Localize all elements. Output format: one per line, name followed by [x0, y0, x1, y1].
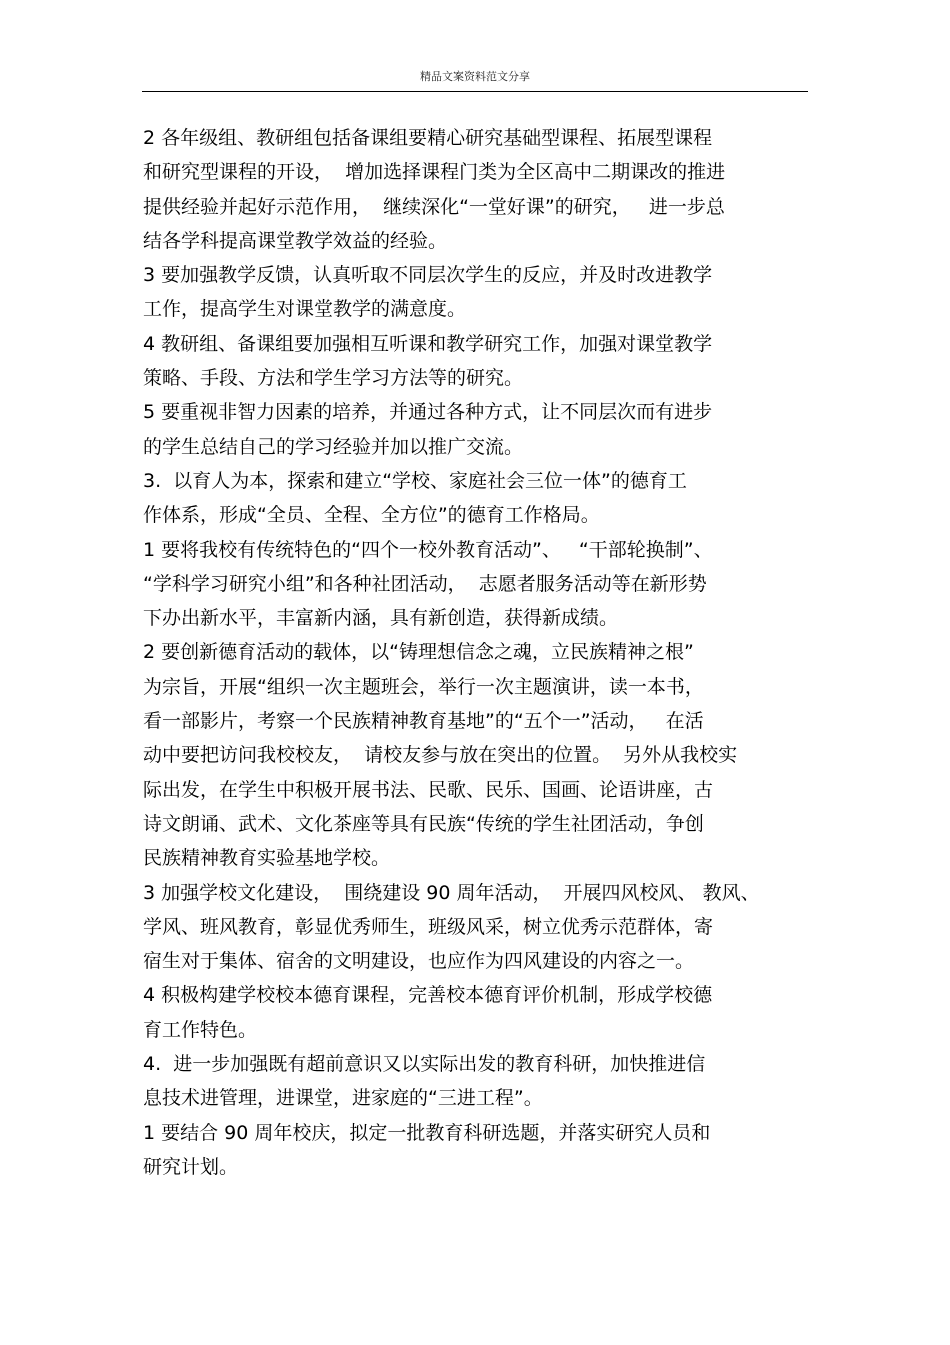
text-line: 1 要结合 90 周年校庆，拟定一批教育科研选题，并落实研究人员和	[143, 1121, 711, 1144]
text-line: 提供经验并起好示范作用， 继续深化“一堂好课”的研究， 进一步总	[143, 195, 725, 218]
text-line: “学科学习研究小组”和各种社团活动， 志愿者服务活动等在新形势	[143, 572, 707, 595]
text-line: 3 要加强教学反馈，认真听取不同层次学生的反应，并及时改进教学	[143, 264, 713, 287]
text-line: 民族精神教育实验基地学校。	[143, 847, 391, 870]
text-line: 学风、班风教育，彰显优秀师生，班级风采，树立优秀示范群体，寄	[143, 915, 714, 938]
text-line: 动中要把访问我校校友， 请校友参与放在突出的位置。 另外从我校实	[143, 744, 738, 767]
text-line: 结各学科提高课堂教学效益的经验。	[143, 229, 448, 252]
text-line: 诗文朗诵、武术、文化茶座等具有民族“传统的学生社团活动，争创	[143, 812, 704, 835]
page-header-title: 精品文案资料范文分享	[420, 70, 530, 83]
text-line: 和研究型课程的开设， 增加选择课程门类为全区高中二期课改的推进	[143, 161, 726, 184]
text-line: 为宗旨，开展“组织一次主题班会，举行一次主题演讲，读一本书，	[143, 675, 704, 698]
text-line: 研究计划。	[143, 1155, 239, 1178]
text-line: 4. 进一步加强既有超前意识又以实际出发的教育科研，加快推进信	[143, 1053, 706, 1076]
text-line: 4 教研组、备课组要加强相互听课和教学研究工作，加强对课堂教学	[143, 332, 713, 355]
text-line: 际出发，在学生中积极开展书法、民歌、民乐、国画、论语讲座，古	[143, 778, 714, 801]
text-line: 看一部影片，考察一个民族精神教育基地”的“五个一”活动， 在活	[143, 710, 704, 733]
text-line: 宿生对于集体、宿舍的文明建设，也应作为四风建设的内容之一。	[143, 950, 695, 973]
document-body	[143, 121, 811, 1184]
text-line: 3. 以育人为本，探索和建立“学校、家庭社会三位一体”的德育工	[143, 469, 687, 492]
text-line: 2 各年级组、教研组包括备课组要精心研究基础型课程、拓展型课程	[143, 127, 713, 149]
text-line: 策略、手段、方法和学生学习方法等的研究。	[143, 367, 524, 390]
text-line: 息技术进管理，进课堂，进家庭的“三进工程”。	[143, 1087, 543, 1110]
text-line: 工作，提高学生对课堂教学的满意度。	[143, 298, 467, 321]
text-line: 1 要将我校有传统特色的“四个一校外教育活动”、 “干部轮换制”、	[143, 538, 713, 561]
header-divider	[142, 91, 808, 92]
text-line: 下办出新水平，丰富新内涵，具有新创造，获得新成绩。	[143, 607, 619, 630]
text-line: 的学生总结自己的学习经验并加以推广交流。	[143, 435, 524, 458]
text-line: 3 加强学校文化建设， 围绕建设 90 周年活动， 开展四风校风、 教风、	[143, 881, 760, 904]
text-line: 5 要重视非智力因素的培养，并通过各种方式，让不同层次而有进步	[143, 401, 713, 424]
text-line: 4 积极构建学校校本德育课程，完善校本德育评价机制，形成学校德	[143, 984, 713, 1007]
text-line: 育工作特色。	[143, 1018, 258, 1041]
text-line: 2 要创新德育活动的载体，以“铸理想信念之魂，立民族精神之根”	[143, 641, 694, 664]
text-line: 作体系，形成“全员、全程、全方位”的德育工作格局。	[143, 504, 600, 527]
